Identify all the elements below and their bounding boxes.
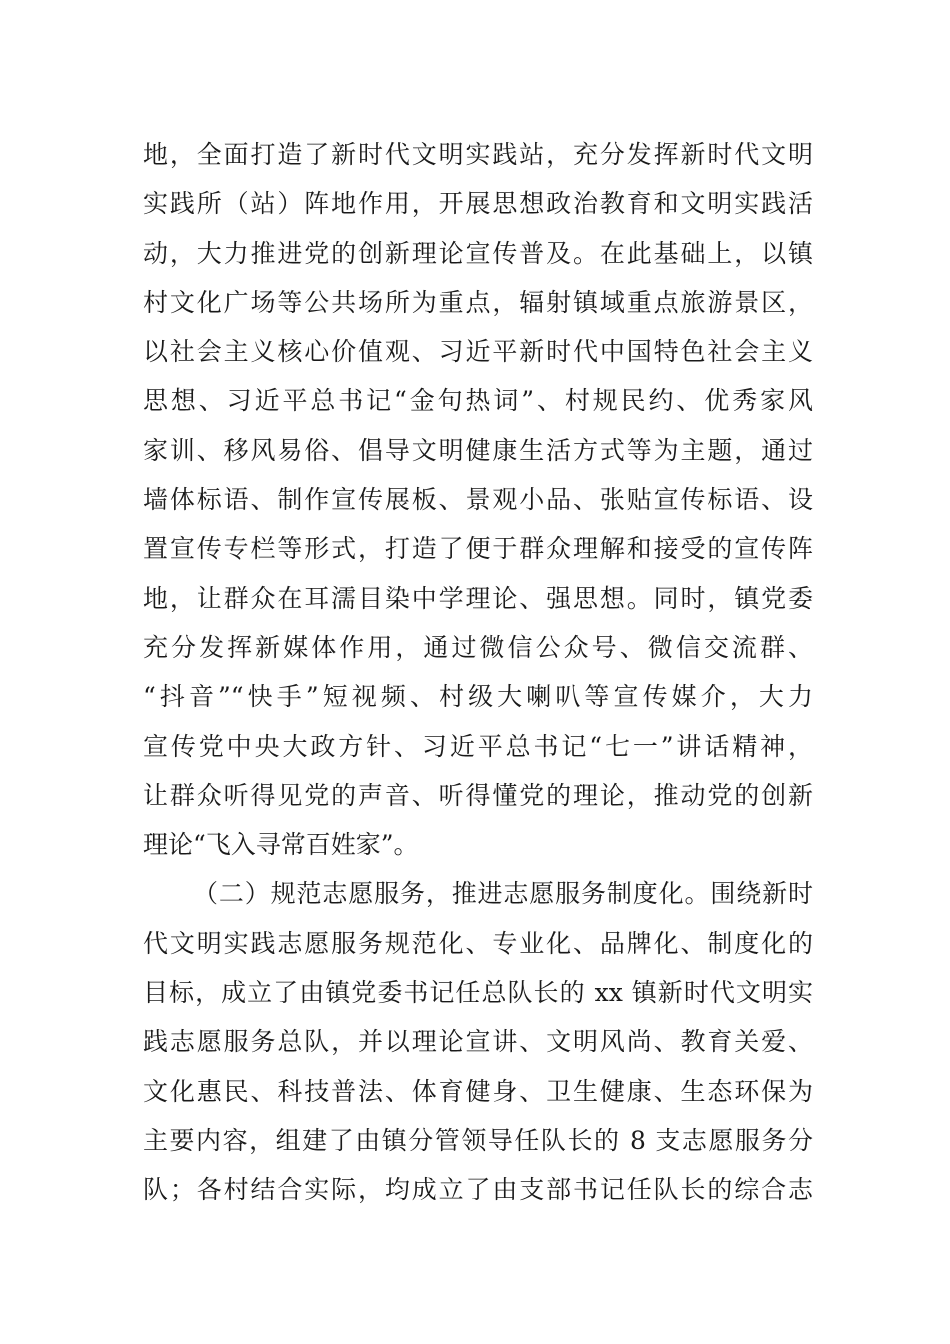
text-line: 文化惠民、科技普法、体育健身、卫生健康、生态环保为 xyxy=(143,1076,813,1106)
section-heading-line: （二）规范志愿服务，推进志愿服务制度化。围绕新时 xyxy=(193,879,813,909)
text-line: 以社会主义核心价值观、习近平新时代中国特色社会主义 xyxy=(143,337,813,367)
text-line: 践志愿服务总队，并以理论宣讲、文明风尚、教育关爱、 xyxy=(143,1027,813,1057)
text-line: “抖音”“快手”短视频、村级大喇叭等宣传媒介，大力 xyxy=(143,682,813,712)
text-line: 墙体标语、制作宣传展板、景观小品、张贴宣传标语、设 xyxy=(143,485,813,515)
text-line: 目标，成立了由镇党委书记任总队长的 xx 镇新时代文明实 xyxy=(143,978,813,1008)
text-line: 队；各村结合实际，均成立了由支部书记任队长的综合志 xyxy=(143,1175,813,1205)
text-line: 主要内容，组建了由镇分管领导任队长的 8 支志愿服务分 xyxy=(143,1125,813,1155)
text-line: 地，全面打造了新时代文明实践站，充分发挥新时代文明 xyxy=(143,140,813,169)
text-line: 家训、移风易俗、倡导文明健康生活方式等为主题，通过 xyxy=(143,435,813,465)
text-line: 让群众听得见党的声音、听得懂党的理论，推动党的创新 xyxy=(143,780,813,810)
text-line: 实践所（站）阵地作用，开展思想政治教育和文明实践活 xyxy=(143,189,813,219)
text-line: 地，让群众在耳濡目染中学理论、强思想。同时，镇党委 xyxy=(143,583,813,613)
text-line: 宣传党中央大政方针、习近平总书记“七一”讲话精神， xyxy=(143,731,813,761)
text-line: 代文明实践志愿服务规范化、专业化、品牌化、制度化的 xyxy=(143,928,813,958)
text-line: 理论“飞入寻常百姓家”。 xyxy=(143,830,419,860)
text-line: 动，大力推进党的创新理论宣传普及。在此基础上，以镇 xyxy=(143,238,813,268)
body-text xyxy=(143,130,813,1215)
text-line: 置宣传专栏等形式，打造了便于群众理解和接受的宣传阵 xyxy=(143,534,813,564)
text-line: 村文化广场等公共场所为重点，辐射镇域重点旅游景区， xyxy=(143,287,813,317)
text-line: 思想、习近平总书记“金句热词”、村规民约、优秀家风 xyxy=(143,386,813,416)
text-line: 充分发挥新媒体作用，通过微信公众号、微信交流群、 xyxy=(143,632,813,662)
